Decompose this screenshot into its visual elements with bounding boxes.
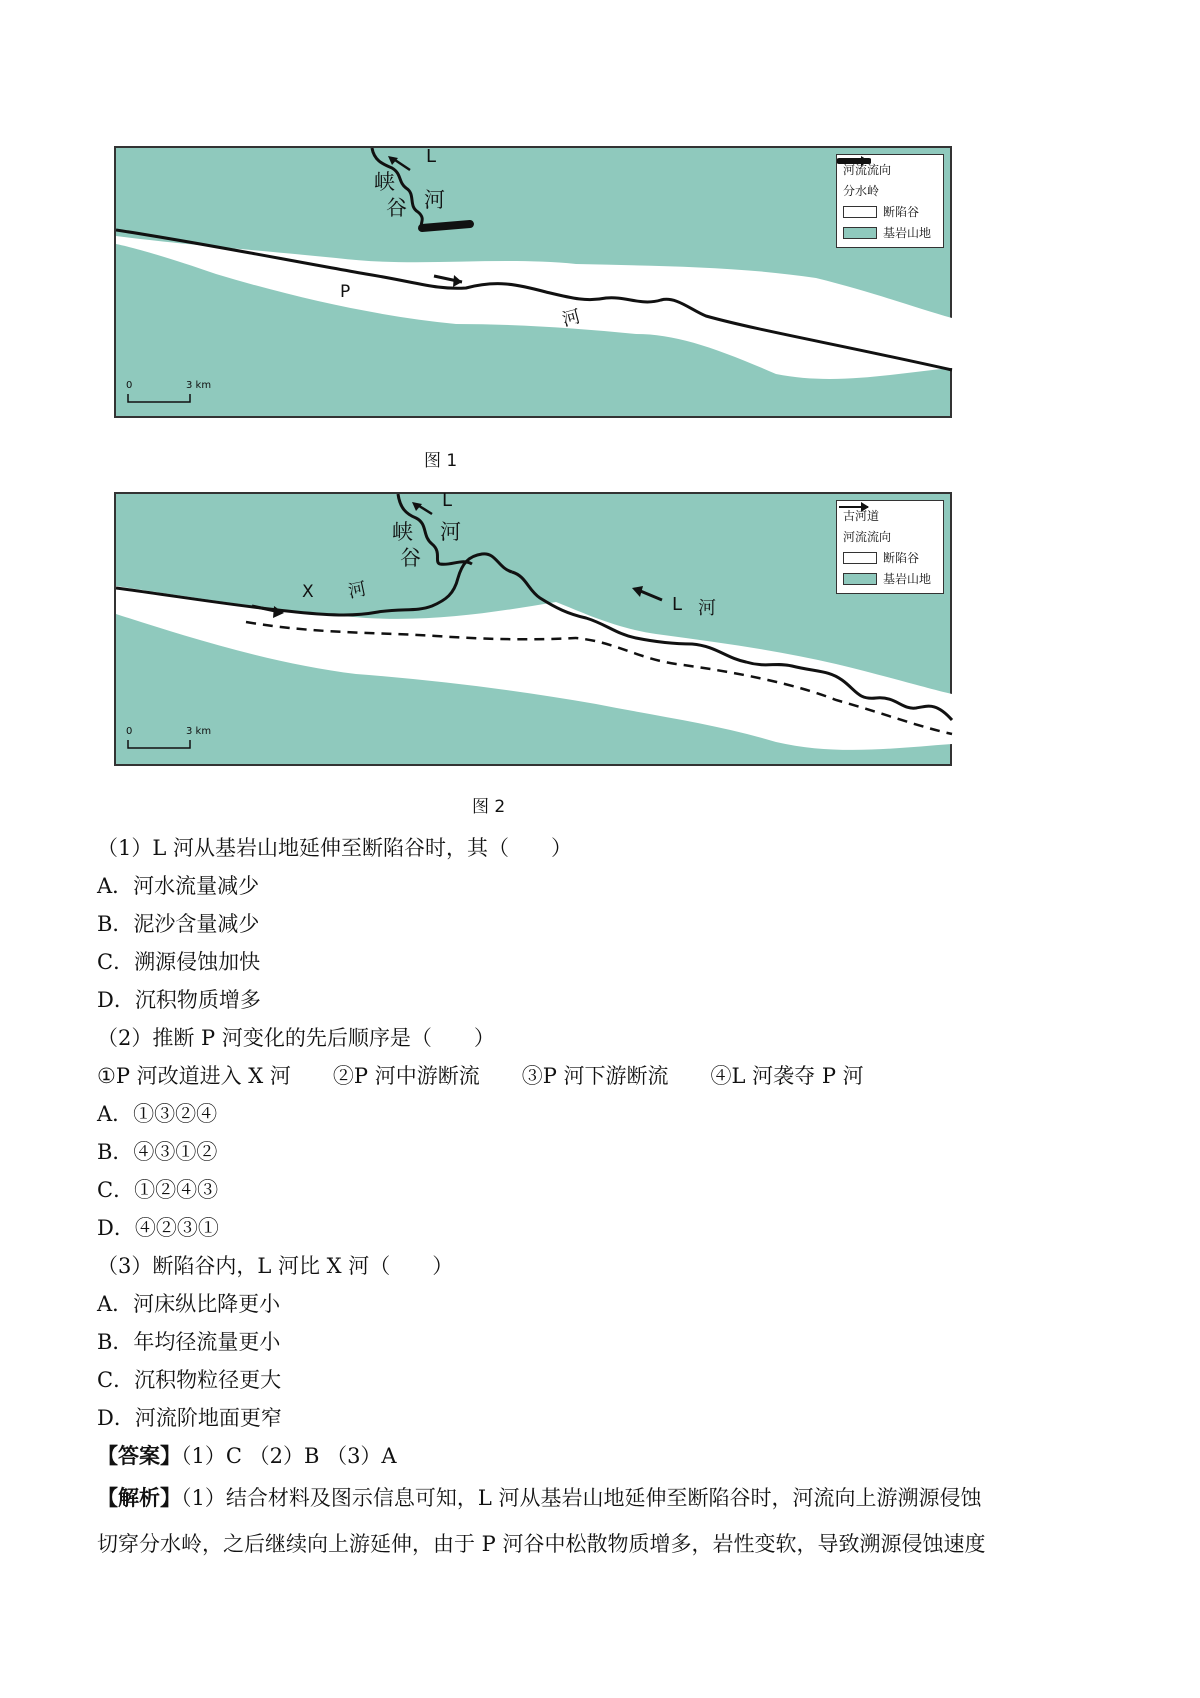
- analysis-text-1: （1）结合材料及图示信息可知，L 河从基岩山地延伸至断陷谷时，河流向上游溯源侵蚀: [181, 1486, 982, 1510]
- scale-bar: [128, 740, 190, 748]
- scale-length: 3 km: [186, 380, 212, 391]
- legend-row-valley: [843, 547, 937, 568]
- figure-1-drawing: [116, 148, 954, 420]
- gorge-label-1: 峡: [374, 170, 395, 194]
- legend-label: 分水岭: [843, 184, 880, 198]
- question-3-option-b: B．年均径流量更小: [97, 1330, 281, 1354]
- legend-row-valley: [843, 201, 937, 222]
- question-3-option-c: C．沉积物粒径更大: [97, 1368, 282, 1392]
- l-river2-letter: L: [672, 594, 683, 615]
- legend-row-watershed: [843, 180, 937, 201]
- figure-2-legend: [836, 500, 944, 594]
- answer-tag: 【答案】: [97, 1443, 181, 1468]
- p-river-he: 河: [559, 305, 583, 331]
- figure-1-caption: 图 1: [424, 451, 458, 471]
- answer-text: （1）C （2）B （3）A: [181, 1444, 397, 1468]
- l-river-letter: L: [442, 490, 453, 511]
- l-river2-he: 河: [698, 598, 716, 619]
- question-2-option-d: D．④②③①: [97, 1216, 219, 1240]
- legend-label: 基岩山地: [883, 226, 932, 240]
- question-1-option-c: C．溯源侵蚀加快: [97, 950, 261, 974]
- question-1-option-a: A．河水流量减少: [97, 874, 260, 898]
- question-2-option-c: C．①②④③: [97, 1178, 219, 1202]
- figure-2-caption: 图 2: [472, 797, 506, 817]
- legend-label: 断陷谷: [883, 205, 920, 219]
- teal-box-icon: [843, 227, 877, 239]
- legend-row-flow: [843, 526, 937, 547]
- p-river-letter: P: [340, 282, 351, 302]
- analysis-tag: 【解析】: [97, 1485, 181, 1510]
- fault-valley: [116, 586, 952, 750]
- legend-label: 断陷谷: [883, 551, 920, 565]
- scale-zero: 0: [126, 726, 133, 737]
- white-box-icon: [843, 206, 877, 218]
- question-3-option-d: D．河流阶地面更窄: [97, 1406, 282, 1430]
- gorge-label-2: 谷: [386, 196, 407, 220]
- question-3-option-a: A．河床纵比降更小: [97, 1292, 281, 1316]
- figure-1-map: [114, 146, 952, 418]
- question-1-option-b: B．泥沙含量减少: [97, 912, 260, 936]
- gorge-label-1: 峡: [392, 520, 413, 544]
- legend-row-bedrock: [843, 222, 937, 243]
- analysis-line-1: [97, 1482, 981, 1512]
- white-box-icon: [843, 552, 877, 564]
- figure-2-drawing: [116, 494, 954, 768]
- question-1-stem: （1）L 河从基岩山地延伸至断陷谷时，其（ ）: [97, 836, 572, 860]
- figure-2-map: [114, 492, 952, 766]
- watershed: [422, 224, 470, 228]
- l-river-he: 河: [424, 188, 445, 212]
- gorge-label-2: 谷: [400, 546, 421, 570]
- l-river-arrow-icon-valley: [638, 590, 662, 600]
- question-1-option-d: D．沉积物质增多: [97, 988, 261, 1012]
- scale-length: 3 km: [186, 726, 212, 737]
- thick-line-icon: [837, 155, 871, 167]
- arrow-icon: [837, 501, 871, 513]
- x-river-letter: X: [302, 582, 314, 602]
- legend-label: 基岩山地: [883, 572, 932, 586]
- question-2-option-b: B．④③①②: [97, 1140, 218, 1164]
- answer-line: [97, 1440, 397, 1470]
- teal-box-icon: [843, 573, 877, 585]
- l-river-he: 河: [440, 520, 461, 544]
- scale-zero: 0: [126, 380, 133, 391]
- legend-label: 河流流向: [843, 530, 892, 544]
- question-2-stem: （2）推断 P 河变化的先后顺序是（ ）: [97, 1026, 495, 1050]
- question-2-option-a: A．①③②④: [97, 1102, 218, 1126]
- figure-1-legend: [836, 154, 944, 248]
- question-2-items: ①P 河改道进入 X 河 ②P 河中游断流 ③P 河下游断流 ④L 河袭夺 P 河: [97, 1064, 864, 1088]
- scale-bar: [128, 394, 190, 402]
- legend-row-bedrock: [843, 568, 937, 589]
- fault-valley: [116, 236, 952, 379]
- analysis-line-2: 切穿分水岭，之后继续向上游延伸，由于 P 河谷中松散物质增多，岩性变软，导致溯源侵蚀速度: [97, 1532, 986, 1556]
- l-river-letter: L: [426, 146, 437, 167]
- question-3-stem: （3）断陷谷内，L 河比 X 河（ ）: [97, 1254, 454, 1278]
- legend-label: 古河道: [843, 509, 880, 523]
- x-river-he: 河: [346, 578, 369, 603]
- legend-label: 河流流向: [843, 163, 892, 177]
